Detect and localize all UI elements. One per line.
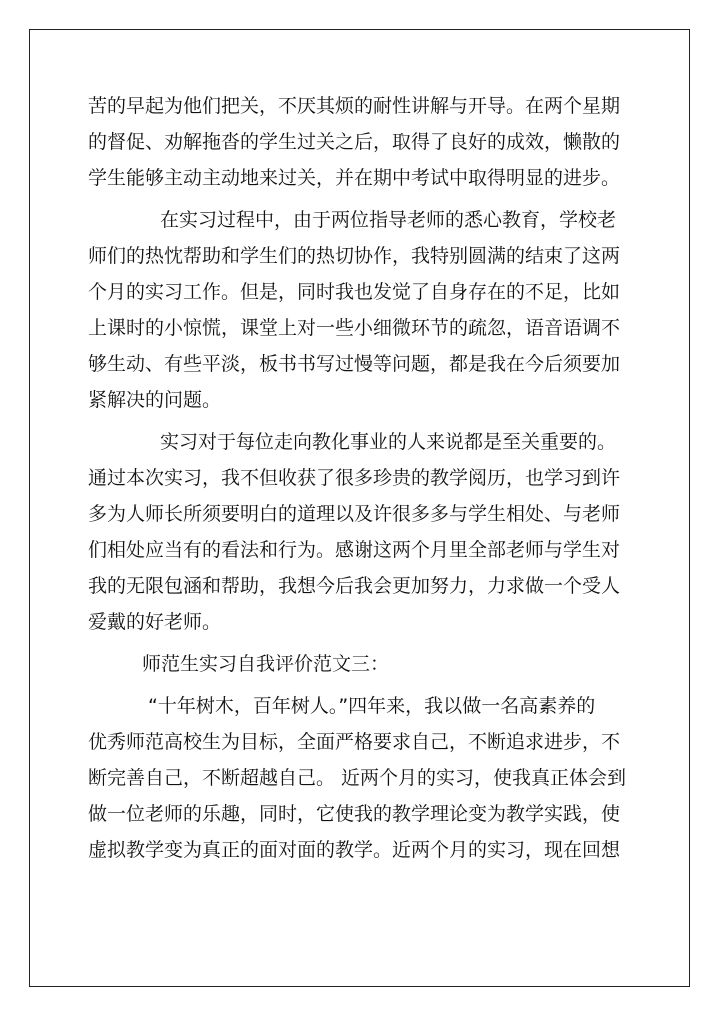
paragraph-4 [88, 688, 636, 868]
heading-line: 师范生实习自我评价范文三： [142, 653, 390, 675]
text-line: “十年树木，百年树人。”四年来，我以做一名高素养的 [148, 695, 596, 717]
text-line: 苦的早起为他们把关，不厌其烦的耐性讲解与开导。在两个星期 [88, 95, 621, 117]
paragraph-1 [88, 88, 636, 196]
text-line: 学生能够主动主动地来过关，并在期中考试中取得明显的进步。 [88, 167, 621, 189]
paragraph-2 [88, 202, 636, 418]
text-line: 爱戴的好老师。 [88, 611, 222, 633]
text-line: 实习对于每位走向教化事业的人来说都是至关重要的。 [160, 431, 617, 453]
text-line: 个月的实习工作。但是，同时我也发觉了自身存在的不足，比如 [88, 281, 621, 303]
section-heading [88, 646, 636, 682]
text-line: 在实习过程中，由于两位指导老师的悉心教育，学校老 [160, 209, 617, 231]
text-line: 多为人师长所须要明白的道理以及许很多多与学生相处、与老师 [88, 503, 621, 525]
text-line: 优秀师范高校生为目标，全面严格要求自己，不断追求进步，不 [88, 731, 621, 753]
text-line: 上课时的小惊慌，课堂上对一些小细微环节的疏忽，语音语调不 [88, 317, 621, 339]
text-line: 师们的热忱帮助和学生们的热切协作，我特别圆满的结束了这两 [88, 245, 621, 267]
text-line: 虚拟教学变为真正的面对面的教学。近两个月的实习，现在回想 [88, 839, 621, 861]
text-line: 我的无限包涵和帮助，我想今后我会更加努力，力求做一个受人 [88, 575, 621, 597]
text-line: 紧解决的问题。 [88, 389, 222, 411]
paragraph-3 [88, 424, 636, 640]
text-line: 够生动、有些平淡，板书书写过慢等问题，都是我在今后须要加 [88, 353, 621, 375]
text-line: 做一位老师的乐趣，同时，它使我的教学理论变为教学实践，使 [88, 803, 621, 825]
text-line: 断完善自己，不断超越自己。 近两个月的实习，使我真正体会到 [88, 767, 627, 789]
text-line: 的督促、劝解拖沓的学生过关之后，取得了良好的成效，懒散的 [88, 131, 621, 153]
text-line: 通过本次实习，我不但收获了很多珍贵的教学阅历，也学习到许 [88, 467, 621, 489]
document-body [88, 88, 636, 868]
text-line: 们相处应当有的看法和行为。感谢这两个月里全部老师与学生对 [88, 539, 621, 561]
